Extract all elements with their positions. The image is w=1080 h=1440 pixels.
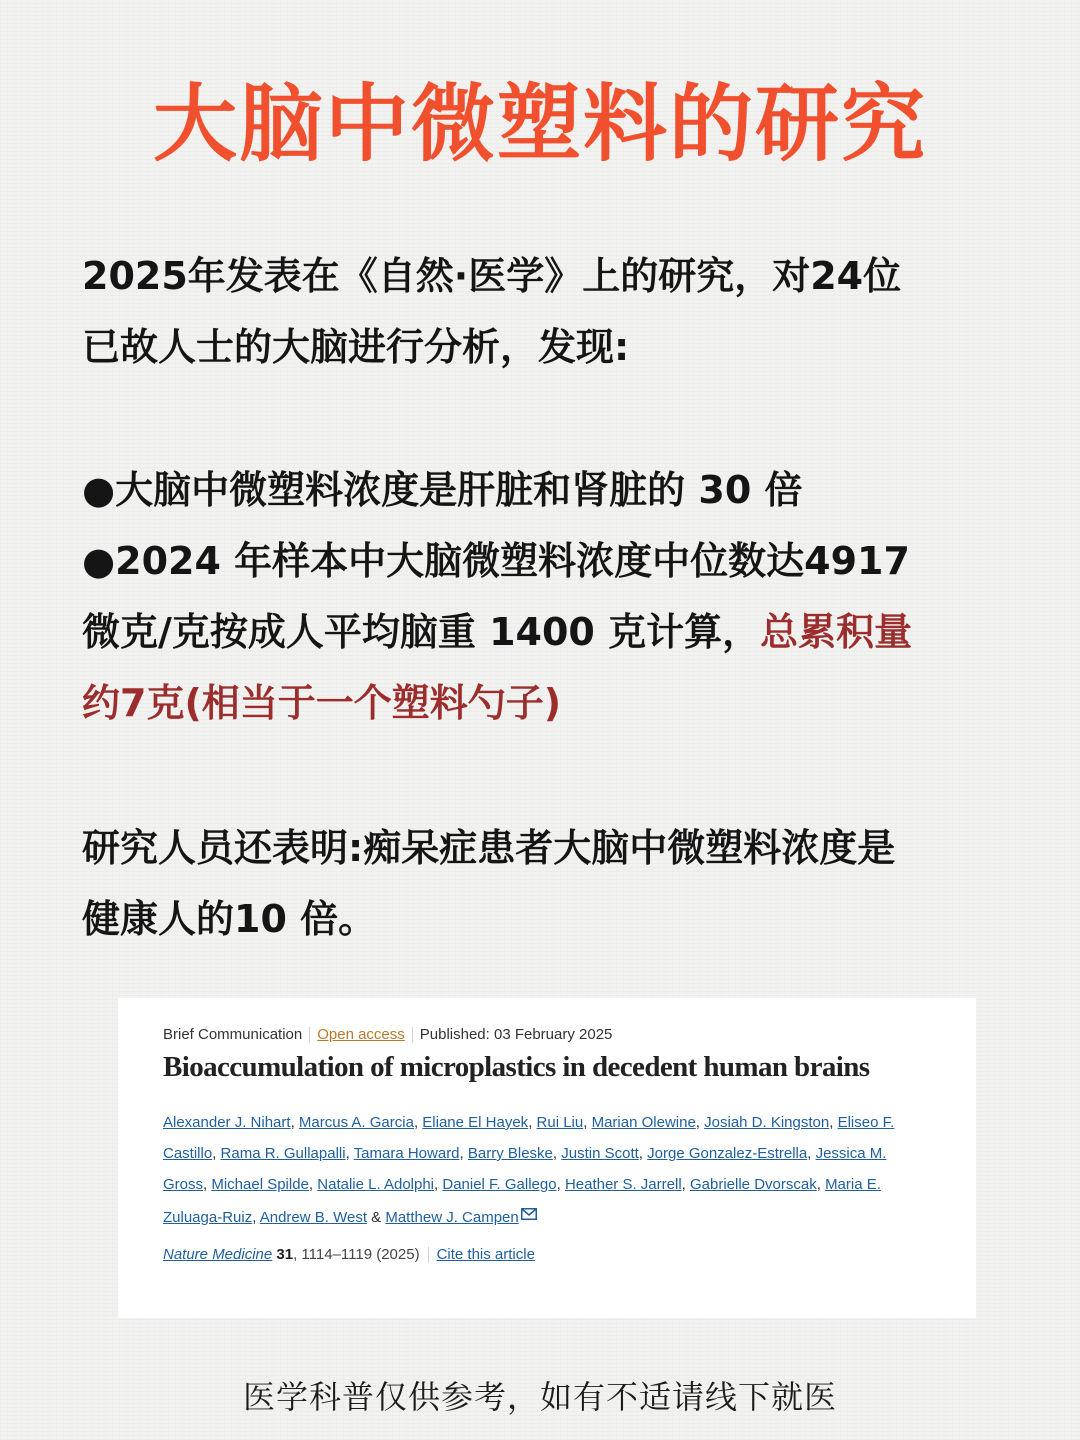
finding-text: 微克/克按成人平均脑重 1400 克计算， [82, 610, 761, 654]
journal-pages: , 1114–1119 (2025) [293, 1246, 420, 1263]
finding-item: ●大脑中微塑料浓度是肝脏和肾脏的 30 倍 [82, 468, 803, 512]
disclaimer-footer: 医学科普仅供参考，如有不适请线下就医 [242, 1378, 837, 1416]
author-link[interactable]: Gabrielle Dvorscak [690, 1176, 817, 1193]
intro-line: 2025年发表在《自然·医学》上的研究，对24位 [82, 254, 902, 298]
author-link[interactable]: Marcus A. Garcia [298, 1114, 414, 1131]
author-link[interactable]: Natalie L. Adolphi [317, 1176, 435, 1193]
author-link[interactable]: Daniel F. Gallego [442, 1176, 557, 1193]
author-link[interactable]: Jessica M. Gross [163, 1145, 887, 1193]
author-link[interactable]: Matthew J. Campen [385, 1209, 519, 1226]
mail-icon[interactable] [521, 1200, 537, 1231]
divider [309, 1027, 310, 1043]
author-link[interactable]: Rama R. Gullapalli [220, 1145, 346, 1162]
note-line: 研究人员还表明:痴呆症患者大脑中微塑料浓度是 [82, 826, 896, 870]
paper-title: Bioaccumulation of microplastics in decedent human brains [163, 1051, 870, 1083]
author-link[interactable]: Alexander J. Nihart [163, 1114, 291, 1131]
author-link[interactable]: Jorge Gonzalez-Estrella [647, 1145, 808, 1162]
author-link[interactable]: Heather S. Jarrell [564, 1176, 682, 1193]
author-link[interactable]: Michael Spilde [211, 1176, 309, 1193]
author-link[interactable]: Justin Scott [561, 1145, 639, 1162]
author-link[interactable]: Eliseo F. Castillo [163, 1114, 895, 1162]
author-list: Alexander J. Nihart, Marcus A. Garcia, Eliane El Hayek, Rui Liu, Marian Olewine, Josiah D. Kingston, Eliseo F. Castillo, Rama R. Gullapalli, Tamara Howard, Barry Bleske, Justin Scott, Jorge Gonzalez-Estrella, Jessica M. Gross, Michael Spilde, Natalie L. Adolphi, Daniel F. Gallego, Heather S. Jarrell, Gabrielle Dvorscak, Maria E. Zuluaga-Ruiz, Andrew B. West & Matthew J. Campen [163, 1107, 923, 1233]
paper-screenshot-card [118, 998, 976, 1318]
journal-citation [163, 1246, 976, 1263]
author-link[interactable]: Andrew B. West [259, 1209, 367, 1226]
findings-list [82, 455, 1002, 739]
divider [412, 1027, 413, 1043]
author-link[interactable]: Eliane El Hayek [422, 1114, 529, 1131]
author-link[interactable]: Maria E. Zuluaga-Ruiz [163, 1176, 881, 1226]
published-date: Published: 03 February 2025 [419, 1026, 613, 1043]
author-link[interactable]: Tamara Howard [353, 1145, 460, 1162]
intro-paragraph [82, 241, 1002, 383]
divider [428, 1247, 429, 1263]
author-link[interactable]: Rui Liu [536, 1114, 584, 1131]
journal-volume: 31 [276, 1246, 294, 1263]
cite-this-article-link[interactable]: Cite this article [436, 1246, 535, 1263]
highlight-text: 总累积量 [760, 610, 913, 654]
article-meta [163, 1024, 976, 1046]
author-link[interactable]: Josiah D. Kingston [704, 1114, 830, 1131]
highlight-text: 约7克(相当于一个塑料勺子) [82, 681, 562, 725]
note-line: 健康人的10 倍。 [82, 897, 377, 941]
page-title: 大脑中微塑料的研究 [152, 75, 927, 173]
author-link[interactable]: Marian Olewine [591, 1114, 696, 1131]
author-link[interactable]: Barry Bleske [467, 1145, 553, 1162]
open-access-link[interactable]: Open access [317, 1026, 405, 1043]
finding-item-continuation [82, 597, 1002, 668]
article-type: Brief Communication [163, 1026, 303, 1043]
finding-item: ●2024 年样本中大脑微塑料浓度中位数达4917 [82, 539, 910, 583]
note-paragraph [82, 813, 1002, 955]
intro-line: 已故人士的大脑进行分析，发现: [82, 325, 630, 369]
journal-link[interactable]: Nature Medicine [163, 1246, 273, 1263]
